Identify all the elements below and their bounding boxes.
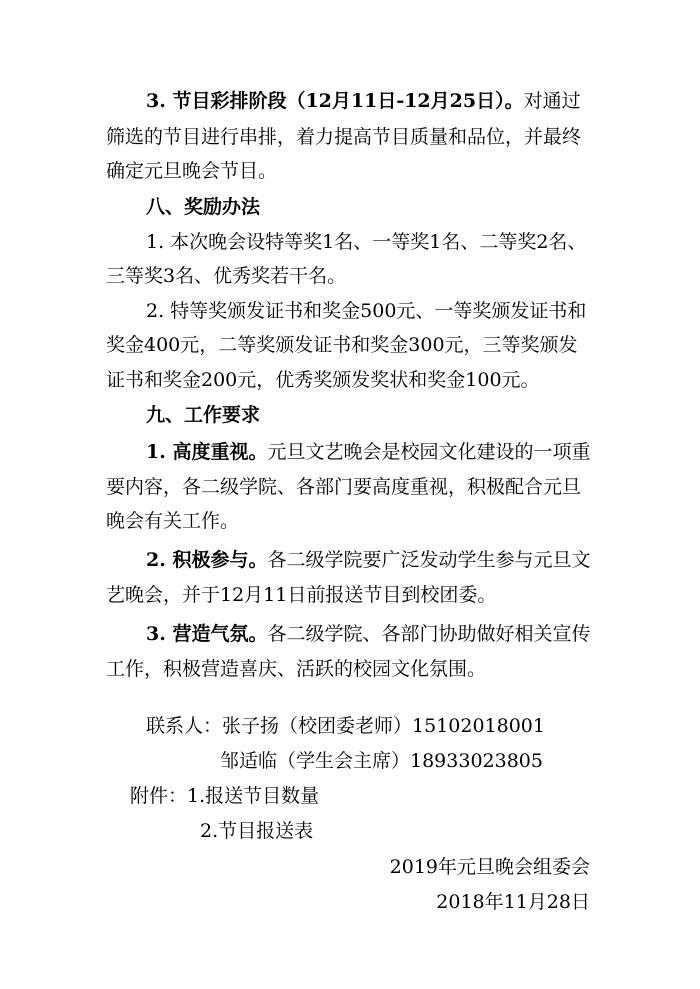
- contacts-label: 联系人：: [146, 715, 223, 737]
- section7-item3-line2: 筛选的节目进行串排，着力提高节目质量和品位，并最终: [106, 126, 582, 148]
- section9-item2-rest: 各二级学院要广泛发动学生参与元旦文: [267, 549, 591, 571]
- section7-item3-line1: [146, 92, 581, 111]
- section9-item1-line1: [146, 443, 590, 462]
- section7-item3-lead: 3. 节目彩排阶段（12月11日-12月25日）。: [146, 90, 524, 112]
- section9-item3-lead: 3. 营造气氛。: [146, 623, 268, 645]
- attachments-label: 附件：: [130, 785, 188, 807]
- section9-item1-line2: 要内容，各二级学院、各部门要高度重视，积极配合元旦: [106, 476, 582, 498]
- contact-2: 邹适临（学生会主席）18933023805: [220, 750, 543, 772]
- section7-item3-line3: 确定元旦晚会节目。: [106, 160, 278, 182]
- section7-item3-rest: 对通过: [523, 90, 581, 112]
- section8-item2-line3: 证书和奖金200元，优秀奖颁发奖状和奖金100元。: [106, 369, 540, 391]
- section9-item3-rest: 各二级学院、各部门协助做好相关宣传: [267, 623, 591, 645]
- section9-item1-rest: 元旦文艺晚会是校园文化建设的一项重: [267, 441, 591, 463]
- section8-item1-line2: 三等奖3名、优秀奖若干名。: [106, 265, 347, 287]
- attachment-2: 2.节目报送表: [200, 820, 314, 842]
- section9-item2-line2: 艺晚会，并于12月11日前报送节目到校团委。: [106, 584, 497, 606]
- section9-item1-lead: 1. 高度重视。: [146, 441, 268, 463]
- section8-item1-line1: 1. 本次晚会设特等奖1名、一等奖1名、二等奖2名、: [146, 231, 587, 253]
- section9-item3-line1: [146, 625, 590, 644]
- section9-heading: 九、工作要求: [146, 404, 261, 426]
- section9-item2-line1: [146, 551, 590, 570]
- section8-item2-line1: 2. 特等奖颁发证书和奖金500元、一等奖颁发证书和: [146, 300, 587, 322]
- section8-item2-line2: 奖金400元，二等奖颁发证书和奖金300元，三等奖颁发: [106, 334, 578, 356]
- signature-org: 2019年元旦晚会组委会: [389, 856, 590, 878]
- section9-item1-line3: 晚会有关工作。: [106, 510, 240, 532]
- contact-line1: [146, 717, 545, 736]
- section8-heading: 八、奖励办法: [146, 196, 261, 218]
- attachments-line1: [130, 787, 319, 806]
- section9-item2-lead: 2. 积极参与。: [146, 549, 268, 571]
- section9-item3-line2: 工作，积极营造喜庆、活跃的校园文化氛围。: [106, 658, 487, 680]
- contact-1: 张子扬（校团委老师）15102018001: [222, 715, 545, 737]
- signature-date: 2018年11月28日: [436, 891, 590, 913]
- attachment-1: 1.报送节目数量: [187, 785, 320, 807]
